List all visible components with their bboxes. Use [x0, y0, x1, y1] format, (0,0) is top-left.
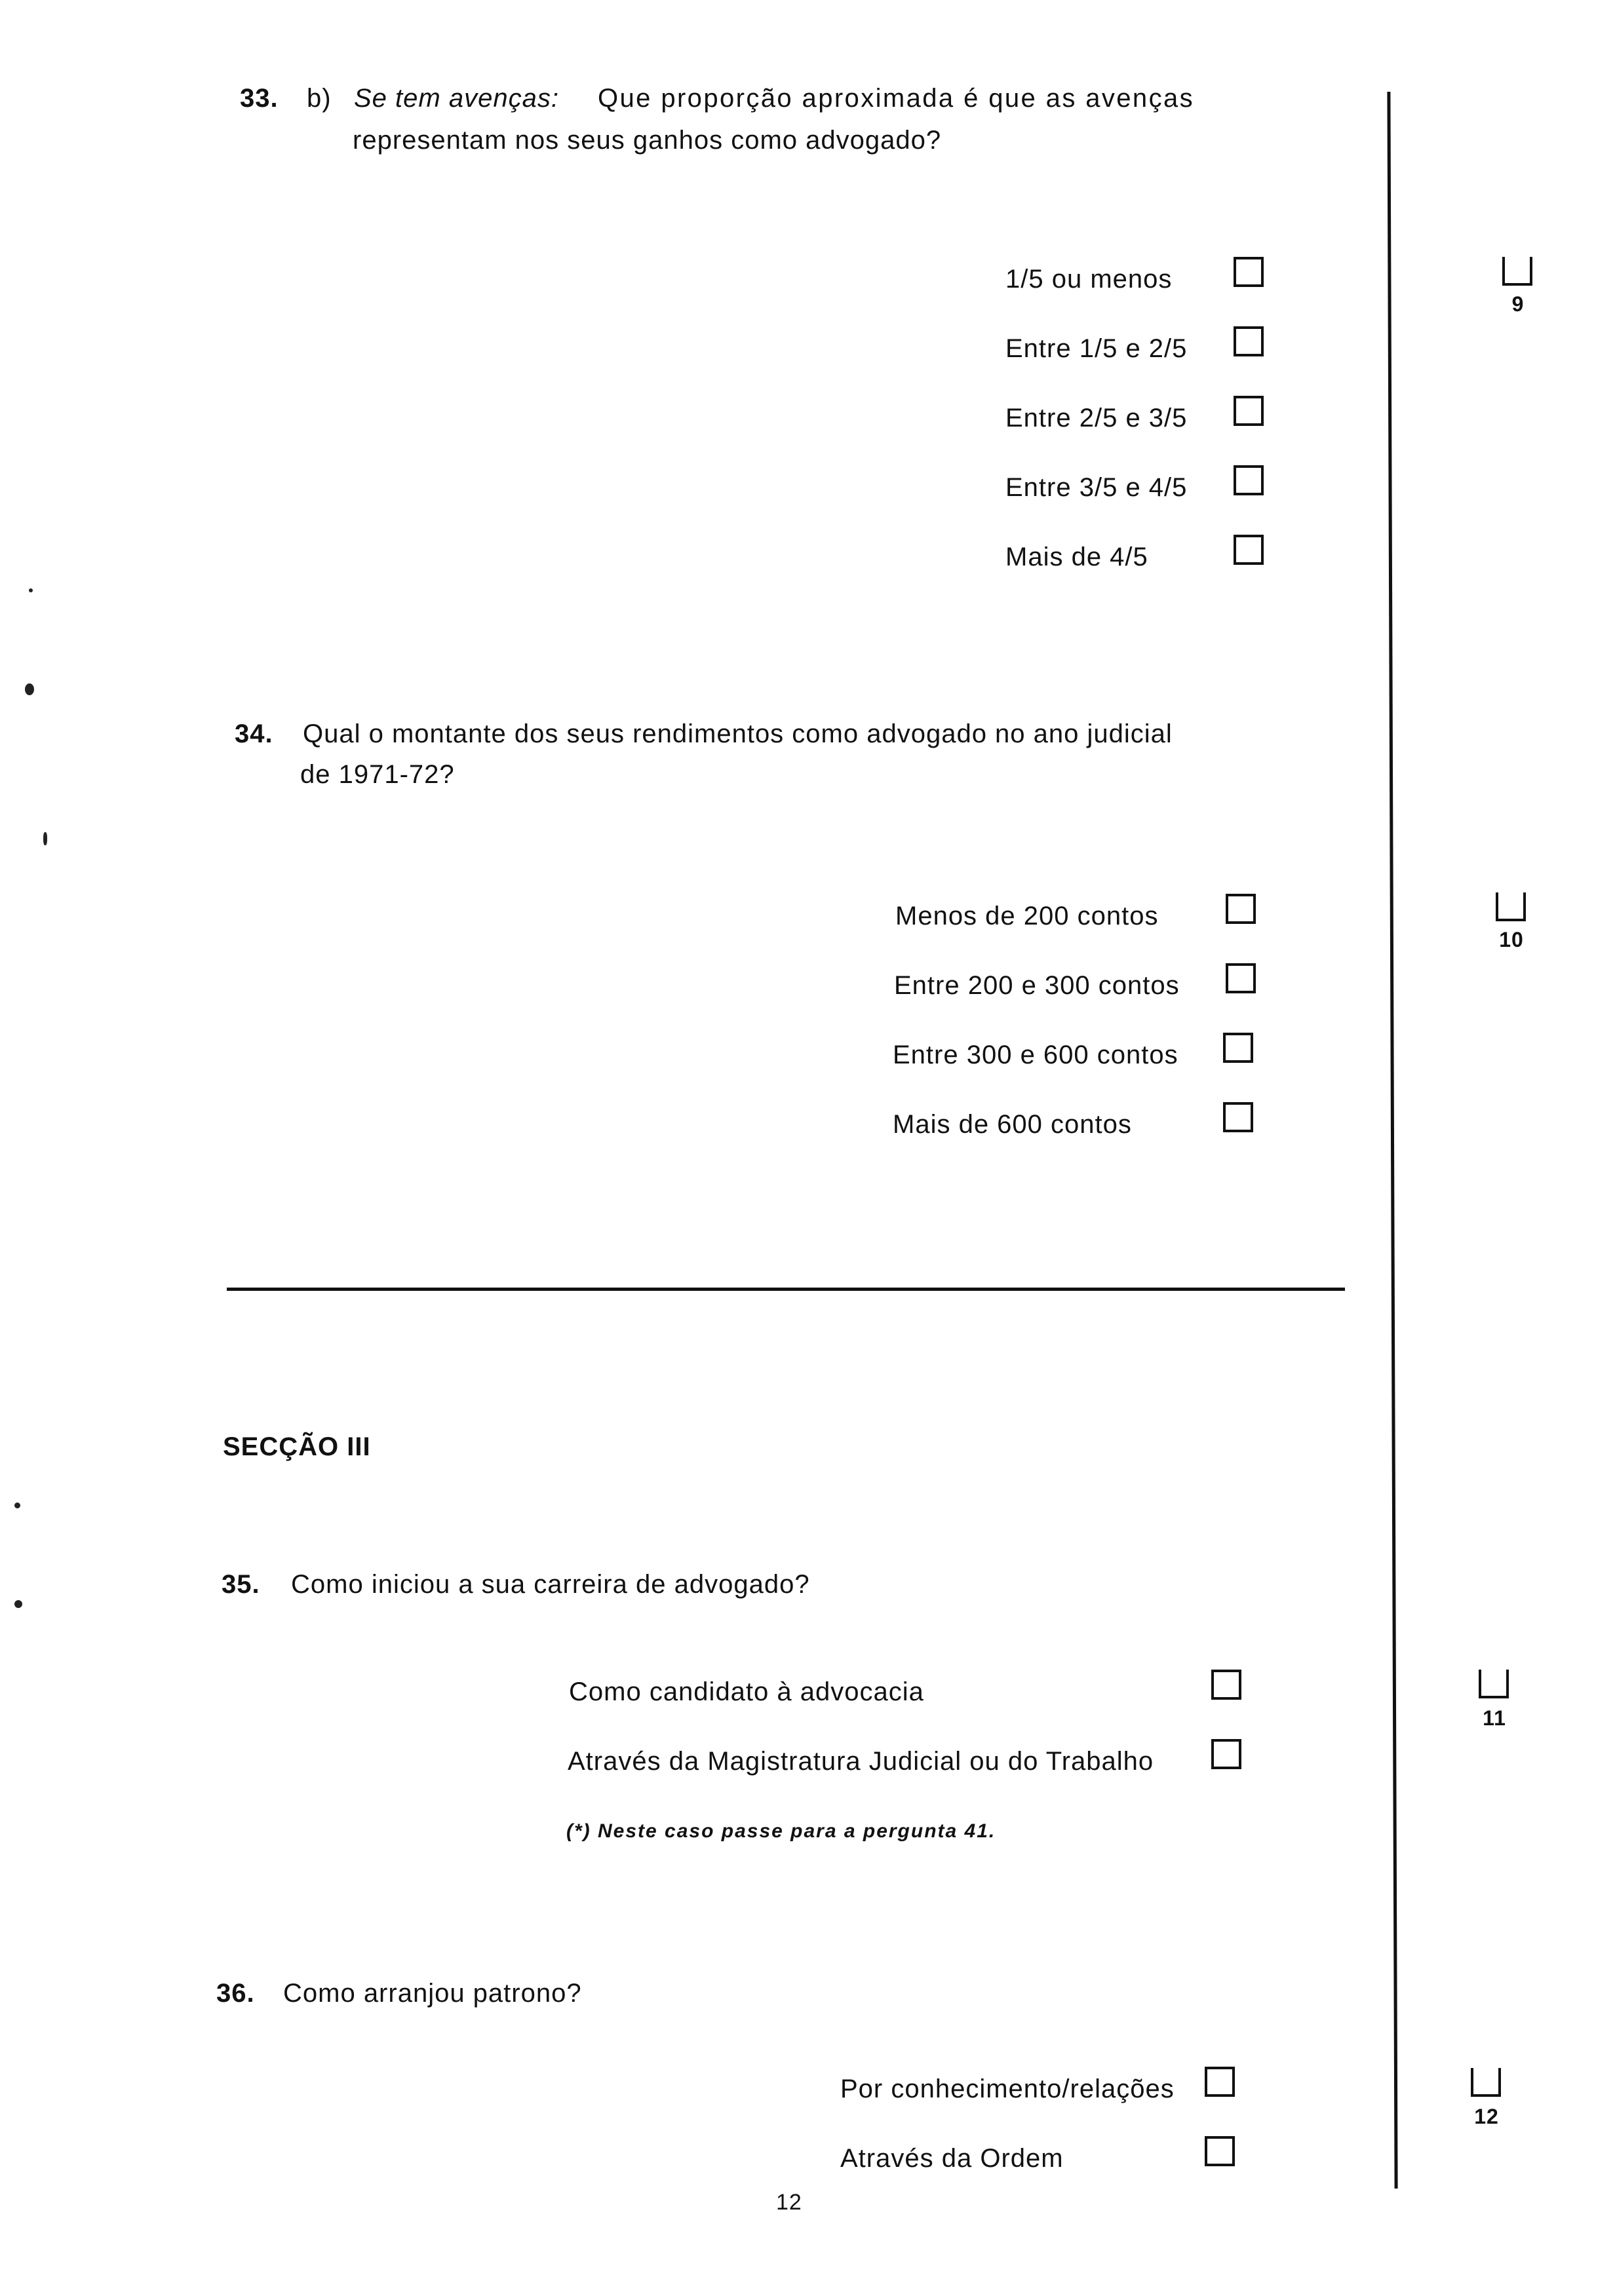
- section-divider: [227, 1288, 1345, 1291]
- q35-question: Como iniciou a sua carreira de advogado?: [291, 1570, 810, 1599]
- q34-option-label: Menos de 200 contos: [895, 902, 1159, 930]
- q34-code-number: 10: [1499, 928, 1524, 951]
- q34-code-box[interactable]: [1496, 892, 1526, 921]
- q35-option-label: Como candidato à advocacia: [569, 1677, 924, 1706]
- scan-speck: [14, 1600, 22, 1608]
- q33-option-label: Entre 1/5 e 2/5: [1005, 334, 1188, 363]
- q33-question-line1: Que proporção aproximada é que as avenças: [598, 84, 1195, 113]
- q34-option-label: Mais de 600 contos: [893, 1110, 1132, 1139]
- q33-option-label: Mais de 4/5: [1005, 543, 1148, 571]
- q35-code-number: 11: [1483, 1706, 1506, 1730]
- scan-speck: [25, 683, 34, 695]
- q34-question-line1: Qual o montante dos seus rendimentos como advogado no ano judicial: [303, 719, 1173, 748]
- q33-code-number: 9: [1511, 292, 1525, 316]
- q36-code-number: 12: [1474, 2105, 1499, 2128]
- q33-option-checkbox[interactable]: [1234, 396, 1264, 426]
- q33-code-box[interactable]: [1502, 257, 1532, 286]
- scan-speck: [29, 588, 33, 592]
- q34-option-checkbox[interactable]: [1223, 1102, 1253, 1132]
- q33-part: b): [307, 84, 332, 113]
- q36-code-box[interactable]: [1471, 2068, 1501, 2097]
- q33-number: 33.: [240, 84, 279, 113]
- q33-option-checkbox[interactable]: [1234, 465, 1264, 495]
- q33-option-checkbox[interactable]: [1234, 326, 1264, 356]
- q36-option-checkbox[interactable]: [1205, 2067, 1235, 2097]
- q33-condition: Se tem avenças:: [354, 84, 559, 113]
- page-number: 12: [776, 2190, 802, 2215]
- q35-number: 35.: [222, 1570, 260, 1599]
- scan-speck: [43, 832, 47, 845]
- q34-option-checkbox[interactable]: [1223, 1033, 1253, 1063]
- q35-code-box[interactable]: [1479, 1670, 1509, 1698]
- section-title: SECÇÃO III: [223, 1432, 371, 1461]
- q33-option-label: Entre 3/5 e 4/5: [1005, 473, 1188, 502]
- q33-option-checkbox[interactable]: [1234, 535, 1264, 565]
- q34-question-line2: de 1971-72?: [300, 760, 455, 789]
- q34-number: 34.: [235, 719, 273, 748]
- scan-speck: [14, 1502, 20, 1508]
- q33-option-label: 1/5 ou menos: [1005, 265, 1173, 294]
- q34-option-label: Entre 300 e 600 contos: [893, 1041, 1178, 1069]
- q36-option-label: Através da Ordem: [840, 2144, 1064, 2173]
- q36-option-checkbox[interactable]: [1205, 2136, 1235, 2166]
- q33-option-label: Entre 2/5 e 3/5: [1005, 404, 1188, 432]
- q35-option-checkbox[interactable]: [1211, 1739, 1241, 1769]
- q34-option-label: Entre 200 e 300 contos: [894, 971, 1180, 1000]
- q34-option-checkbox[interactable]: [1226, 963, 1256, 993]
- margin-vertical-rule: [1387, 92, 1397, 2189]
- q33-question-line2: representam nos seus ganhos como advogado?: [353, 126, 942, 155]
- q35-skip-note: (*) Neste caso passe para a pergunta 41.: [566, 1820, 996, 1842]
- q34-option-checkbox[interactable]: [1226, 894, 1256, 924]
- q36-number: 36.: [216, 1979, 255, 2008]
- q35-option-label: Através da Magistratura Judicial ou do Trabalho: [568, 1747, 1154, 1776]
- q33-option-checkbox[interactable]: [1234, 257, 1264, 287]
- q36-option-label: Por conhecimento/relações: [840, 2075, 1175, 2103]
- q36-question: Como arranjou patrono?: [283, 1979, 582, 2008]
- q35-option-checkbox[interactable]: [1211, 1670, 1241, 1700]
